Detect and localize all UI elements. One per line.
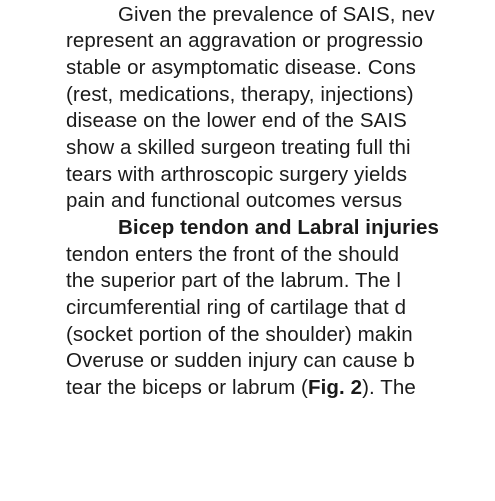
line-text-prefix: tear the biceps or labrum (: [66, 376, 308, 399]
paragraph-1-line-1: Given the prevalence of SAIS, nev: [118, 3, 435, 26]
paragraph-2-line-4: (socket portion of the shoulder) makin: [66, 323, 413, 346]
paragraph-1-line-7: tears with arthroscopic surgery yields: [66, 163, 408, 186]
paragraph-1-line-2: represent an aggravation or progressio: [66, 29, 424, 52]
figure-reference: Fig. 2: [307, 376, 363, 399]
paragraph-2-line-6: [66, 375, 416, 401]
paragraph-2-line-1: tendon enters the front of the should: [66, 243, 400, 266]
paragraph-2-line-3: circumferential ring of cartilage that d: [66, 296, 407, 319]
paragraph-1-line-4: (rest, medications, therapy, injections): [66, 83, 414, 106]
paragraph-1-line-6: show a skilled surgeon treating full thi: [66, 136, 411, 159]
paragraph-2-line-5: Overuse or sudden injury can cause b: [66, 349, 415, 372]
paragraph-1-line-5: disease on the lower end of the SAIS: [66, 109, 407, 132]
paragraph-1-line-3: stable or asymptomatic disease. Cons: [66, 56, 416, 79]
paragraph-2-heading: Bicep tendon and Labral injuries: [118, 216, 439, 239]
paragraph-2-line-2: the superior part of the labrum. The l: [66, 269, 402, 292]
line-text-suffix: ). The: [362, 376, 416, 399]
paragraph-1-line-8: pain and functional outcomes versus: [66, 189, 403, 212]
